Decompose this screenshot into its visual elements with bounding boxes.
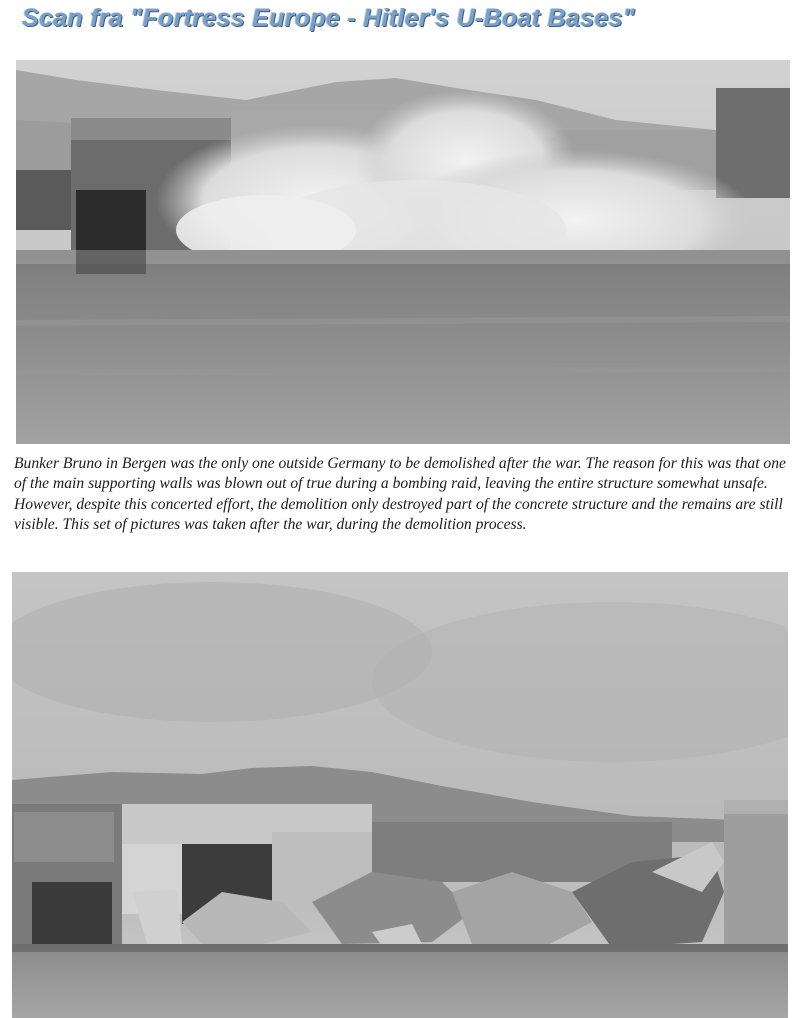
photo-caption: Bunker Bruno in Bergen was the only one outside Germany to be demolished after the war. The reason for this was that one of the main supporting walls was blown out of true during a bombing raid, leaving the entire structure somewhat unsafe. However, despite this concerted effort, the demolition only destroyed part of the concrete structure and the remains are still visible. This set of pictures was taken after the war, during the demolition process.	[14, 455, 786, 534]
page-title: Scan fra "Fortress Europe - Hitler's U-Boat Bases"	[22, 4, 635, 32]
bunker-explosion-photo	[16, 60, 790, 444]
bunker-ruins-photo	[12, 572, 788, 1018]
